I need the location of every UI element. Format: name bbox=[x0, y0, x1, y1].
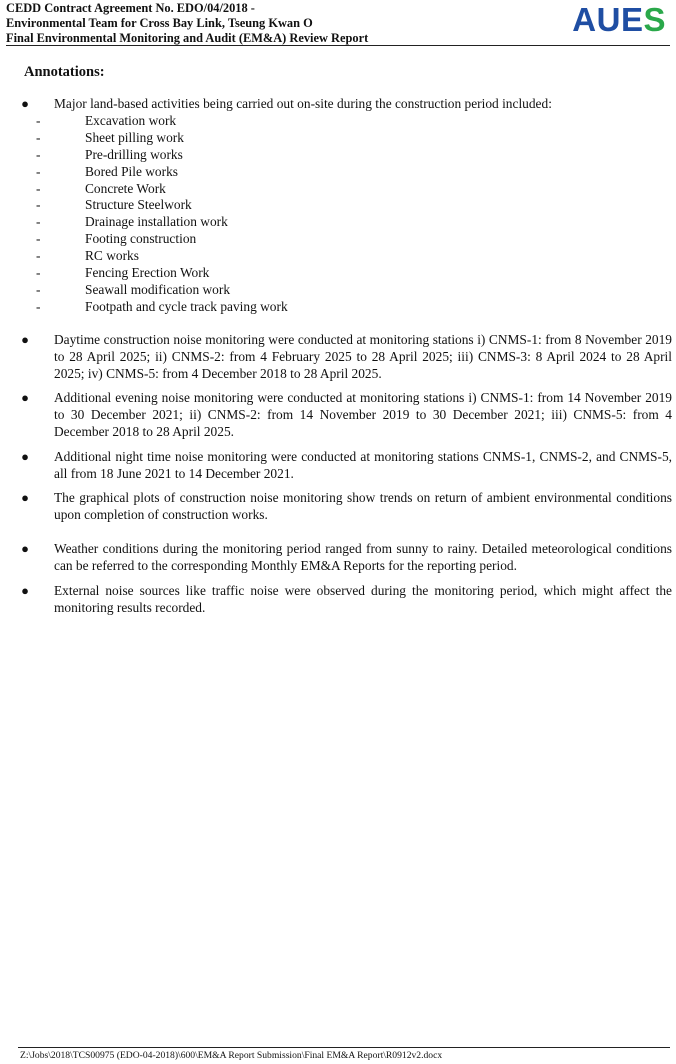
dash-marker: - bbox=[36, 214, 41, 230]
activity-label: Bored Pile works bbox=[85, 163, 178, 179]
activity-label: Sheet pilling work bbox=[85, 129, 184, 145]
bullet-icon: ● bbox=[21, 390, 29, 405]
logo-letter: A bbox=[572, 1, 597, 38]
bullet-night-text: Additional night time noise monitoring were conducted at monitoring stations CNMS-1, CNMS-2, and CNMS-5, all from 18 June 2021 to 14 December 2021. bbox=[54, 449, 672, 481]
activity-label: Structure Steelwork bbox=[85, 197, 192, 213]
activity-label: Pre-drilling works bbox=[85, 146, 183, 162]
header-title-block bbox=[6, 1, 368, 46]
dash-marker: - bbox=[36, 197, 41, 213]
bullet-daytime-text: Daytime construction noise monitoring were conducted at monitoring stations i) CNMS-1: from 8 November 2019 to 28 April 2025; ii) CNMS-2: from 4 February 2025 to 28 April 2025; iii) CNMS-3: 8 April 2024 to 28 April 2025; iv) CNMS-5: from 4 December 2018 to 28 April 2025. bbox=[54, 332, 672, 381]
dash-marker: - bbox=[36, 281, 41, 297]
footer-divider bbox=[18, 1047, 670, 1048]
header-team-line: Environmental Team for Cross Bay Link, Tseung Kwan O bbox=[6, 16, 313, 30]
header-report-line: Final Environmental Monitoring and Audit (EM&A) Review Report bbox=[6, 31, 369, 45]
bullet-evening-text: Additional evening noise monitoring were conducted at monitoring stations i) CNMS-1: from 14 November 2019 to 30 December 2021; ii) CNMS-2: from 14 November 2019 to 30 December 2021; iii) CNMS-5: from 4 December 2018 to 28 April 2025. bbox=[54, 390, 672, 439]
dash-marker: - bbox=[36, 180, 41, 196]
bullet-activities-text: Major land-based activities being carried out on-site during the construction period included: bbox=[54, 96, 552, 111]
bullet-icon: ● bbox=[21, 332, 29, 347]
dash-marker: - bbox=[36, 298, 41, 314]
logo-letter: S bbox=[643, 1, 666, 38]
footer-file-path: Z:\Jobs\2018\TCS00975 (EDO-04-2018)\600\EM&A Report Submission\Final EM&A Report\R0912v2.docx bbox=[20, 1050, 443, 1061]
bullet-icon: ● bbox=[21, 541, 29, 556]
page-header bbox=[6, 0, 670, 46]
bullet-icon: ● bbox=[21, 583, 29, 598]
dash-marker: - bbox=[36, 163, 41, 179]
logo-letter: E bbox=[620, 1, 644, 38]
activity-label: Drainage installation work bbox=[85, 214, 228, 230]
dash-marker: - bbox=[36, 231, 41, 247]
dash-marker: - bbox=[36, 113, 41, 128]
activity-label: RC works bbox=[85, 248, 139, 264]
bullet-icon: ● bbox=[21, 490, 29, 505]
dash-marker: - bbox=[36, 265, 41, 281]
bullet-weather-text: Weather conditions during the monitoring period ranged from sunny to rainy. Detailed meteorological conditions can be referred to the corresponding Monthly EM&A Reports for the reporting period. bbox=[54, 541, 672, 573]
activity-label: Seawall modification work bbox=[85, 281, 231, 297]
header-contract-line: CEDD Contract Agreement No. EDO/04/2018 - bbox=[6, 1, 255, 15]
aues-logo bbox=[572, 2, 666, 38]
activity-label: Footpath and cycle track paving work bbox=[85, 298, 288, 314]
bullet-graphical-text: The graphical plots of construction noise monitoring show trends on return of ambient environmental conditions upon completion of construction works. bbox=[54, 490, 672, 522]
dash-marker: - bbox=[36, 129, 41, 145]
dash-marker: - bbox=[36, 248, 41, 264]
activity-label: Footing construction bbox=[85, 231, 197, 247]
activity-label: Concrete Work bbox=[85, 180, 166, 196]
logo-letter: U bbox=[596, 1, 621, 38]
activity-label: Excavation work bbox=[85, 113, 177, 128]
bullet-external-text: External noise sources like traffic noise were observed during the monitoring period, which might affect the monitoring results recorded. bbox=[54, 583, 672, 615]
bullet-icon: ● bbox=[21, 449, 29, 464]
bullet-icon: ● bbox=[21, 96, 29, 111]
section-title: Annotations: bbox=[24, 64, 105, 80]
dash-marker: - bbox=[36, 146, 41, 162]
activity-label: Fencing Erection Work bbox=[85, 265, 210, 281]
